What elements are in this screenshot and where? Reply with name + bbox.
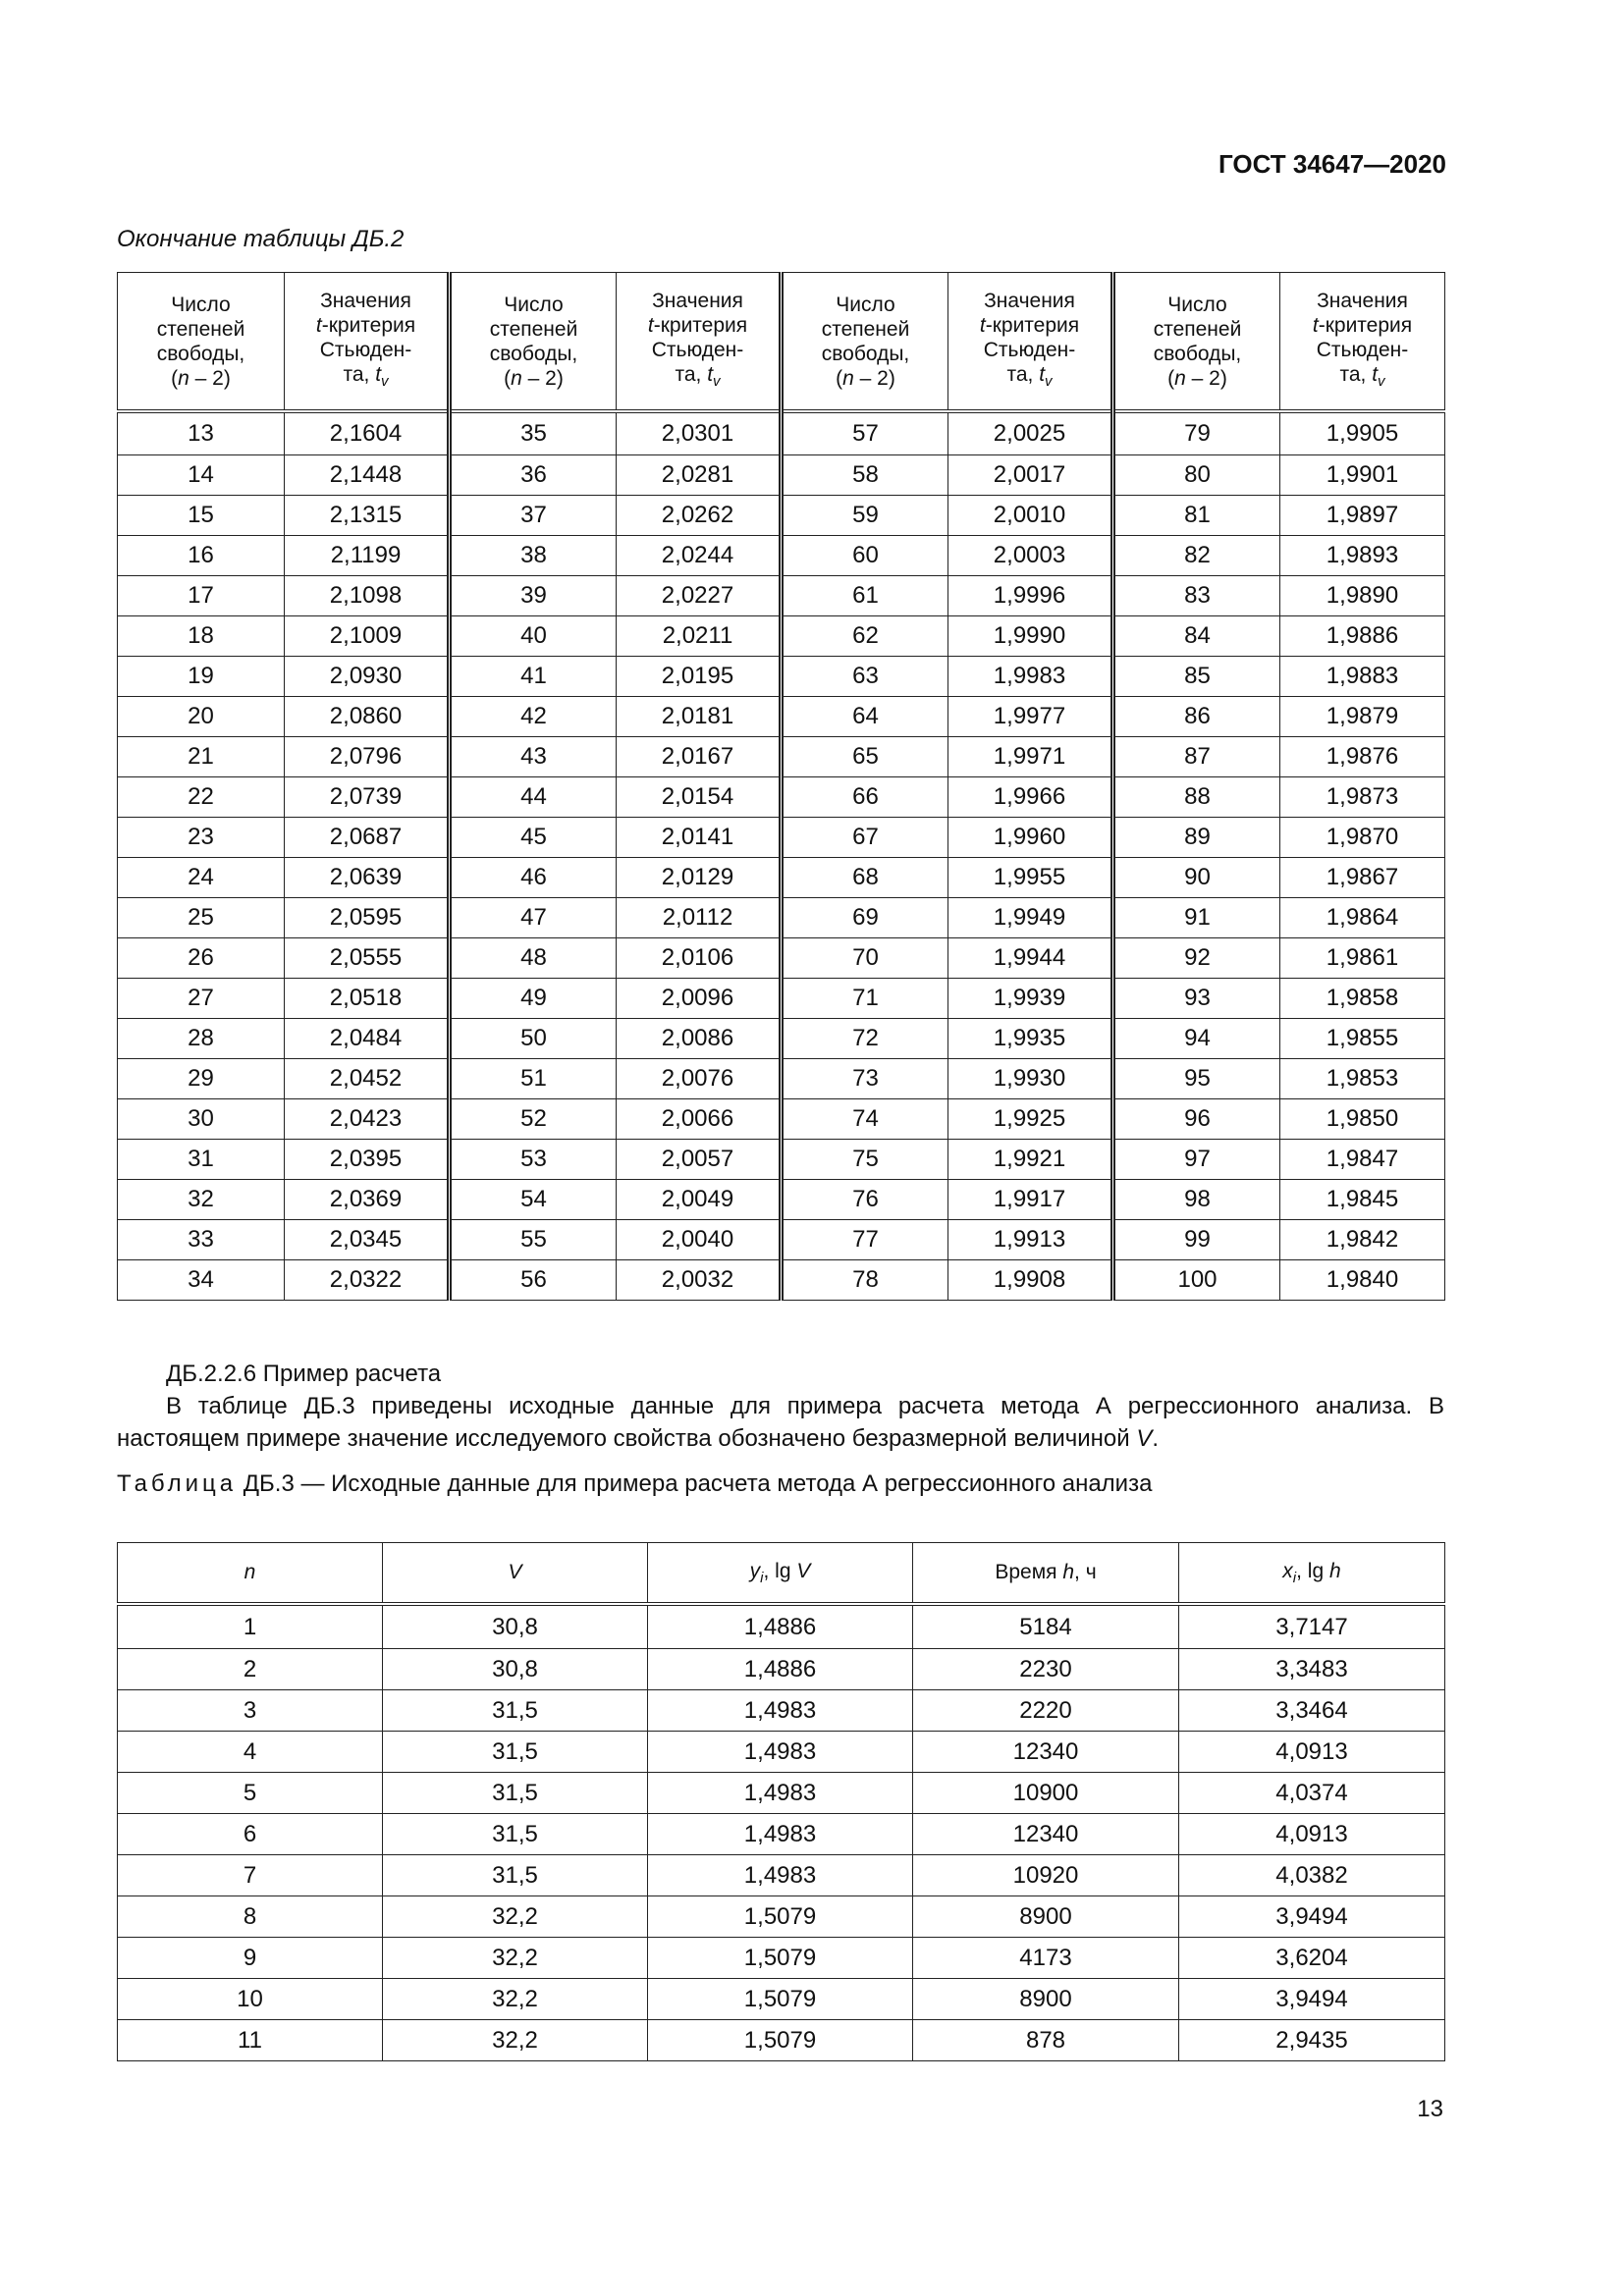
cell-degrees-of-freedom: 36 <box>450 455 617 496</box>
cell-degrees-of-freedom: 54 <box>450 1180 617 1220</box>
cell-degrees-of-freedom: 67 <box>782 818 948 858</box>
table-row <box>118 818 1445 858</box>
cell-y-lgv: 1,4886 <box>648 1604 913 1649</box>
cell-t-value: 1,9996 <box>948 576 1113 616</box>
cell-t-value: 2,0227 <box>617 576 782 616</box>
cell-t-value: 2,0032 <box>617 1260 782 1301</box>
header-x-lgh: $x_i$, lg h <box>1179 1543 1445 1605</box>
cell-degrees-of-freedom: 80 <box>1113 455 1280 496</box>
cell-time: 12340 <box>913 1814 1179 1855</box>
cell-t-value: 1,9847 <box>1280 1140 1445 1180</box>
cell-degrees-of-freedom: 17 <box>118 576 285 616</box>
cell-degrees-of-freedom: 44 <box>450 777 617 818</box>
table-row <box>118 496 1445 536</box>
cell-t-value: 2,0141 <box>617 818 782 858</box>
table-db2-header-row <box>118 273 1445 412</box>
cell-n: 11 <box>118 2020 383 2061</box>
table-db3-caption-label: Таблица <box>117 1470 238 1497</box>
cell-degrees-of-freedom: 20 <box>118 697 285 737</box>
cell-t-value: 2,0860 <box>285 697 450 737</box>
table-row <box>118 536 1445 576</box>
cell-t-value: 1,9939 <box>948 979 1113 1019</box>
table-row <box>118 616 1445 657</box>
cell-y-lgv: 1,4886 <box>648 1649 913 1690</box>
header-student-t-value: Значения t-критерия Стьюден- та, $t_v$ <box>948 273 1113 412</box>
cell-v: 31,5 <box>383 1732 648 1773</box>
cell-degrees-of-freedom: 89 <box>1113 818 1280 858</box>
cell-degrees-of-freedom: 41 <box>450 657 617 697</box>
cell-degrees-of-freedom: 81 <box>1113 496 1280 536</box>
cell-t-value: 2,0452 <box>285 1059 450 1099</box>
cell-degrees-of-freedom: 31 <box>118 1140 285 1180</box>
cell-degrees-of-freedom: 22 <box>118 777 285 818</box>
table-row <box>118 1059 1445 1099</box>
table-row <box>118 979 1445 1019</box>
cell-degrees-of-freedom: 48 <box>450 938 617 979</box>
cell-x-lgh: 4,0913 <box>1179 1814 1445 1855</box>
cell-t-value: 1,9867 <box>1280 858 1445 898</box>
cell-x-lgh: 2,9435 <box>1179 2020 1445 2061</box>
cell-v: 32,2 <box>383 2020 648 2061</box>
table-db2 <box>117 272 1445 1301</box>
cell-degrees-of-freedom: 61 <box>782 576 948 616</box>
paragraph-end: . <box>1152 1425 1160 1452</box>
cell-degrees-of-freedom: 29 <box>118 1059 285 1099</box>
cell-degrees-of-freedom: 73 <box>782 1059 948 1099</box>
cell-degrees-of-freedom: 68 <box>782 858 948 898</box>
cell-t-value: 1,9977 <box>948 697 1113 737</box>
cell-v: 31,5 <box>383 1855 648 1896</box>
cell-t-value: 2,0484 <box>285 1019 450 1059</box>
cell-degrees-of-freedom: 26 <box>118 938 285 979</box>
cell-x-lgh: 4,0374 <box>1179 1773 1445 1814</box>
cell-v: 31,5 <box>383 1690 648 1732</box>
cell-time: 8900 <box>913 1979 1179 2020</box>
cell-n: 10 <box>118 1979 383 2020</box>
header-v: V <box>383 1543 648 1605</box>
table-row <box>118 1604 1445 1649</box>
header-y-lgv: $y_i$, lg V <box>648 1543 913 1605</box>
cell-t-value: 1,9870 <box>1280 818 1445 858</box>
table-row <box>118 858 1445 898</box>
cell-n: 3 <box>118 1690 383 1732</box>
cell-degrees-of-freedom: 94 <box>1113 1019 1280 1059</box>
cell-degrees-of-freedom: 40 <box>450 616 617 657</box>
table-row <box>118 938 1445 979</box>
cell-degrees-of-freedom: 27 <box>118 979 285 1019</box>
cell-degrees-of-freedom: 86 <box>1113 697 1280 737</box>
cell-t-value: 2,0555 <box>285 938 450 979</box>
cell-t-value: 1,9855 <box>1280 1019 1445 1059</box>
cell-y-lgv: 1,5079 <box>648 1979 913 2020</box>
cell-t-value: 2,0262 <box>617 496 782 536</box>
table-db3-caption-text: ДБ.3 — Исходные данные для примера расчета метода А регрессионного анализа <box>237 1470 1153 1497</box>
section-paragraph <box>117 1390 1444 1455</box>
cell-degrees-of-freedom: 21 <box>118 737 285 777</box>
header-degrees-of-freedom: Число степеней свободы, (n – 2) <box>782 273 948 412</box>
cell-v: 32,2 <box>383 1979 648 2020</box>
cell-degrees-of-freedom: 90 <box>1113 858 1280 898</box>
cell-degrees-of-freedom: 64 <box>782 697 948 737</box>
cell-degrees-of-freedom: 56 <box>450 1260 617 1301</box>
cell-t-value: 2,0129 <box>617 858 782 898</box>
cell-t-value: 2,0049 <box>617 1180 782 1220</box>
table-row <box>118 455 1445 496</box>
cell-t-value: 2,0301 <box>617 411 782 455</box>
cell-degrees-of-freedom: 33 <box>118 1220 285 1260</box>
cell-degrees-of-freedom: 65 <box>782 737 948 777</box>
header-time: Время h, ч <box>913 1543 1179 1605</box>
cell-degrees-of-freedom: 55 <box>450 1220 617 1260</box>
cell-x-lgh: 4,0913 <box>1179 1732 1445 1773</box>
cell-degrees-of-freedom: 99 <box>1113 1220 1280 1260</box>
cell-time: 8900 <box>913 1896 1179 1938</box>
cell-t-value: 2,1199 <box>285 536 450 576</box>
cell-degrees-of-freedom: 97 <box>1113 1140 1280 1180</box>
table-row <box>118 1180 1445 1220</box>
cell-t-value: 2,1098 <box>285 576 450 616</box>
cell-t-value: 2,0322 <box>285 1260 450 1301</box>
table-row <box>118 1814 1445 1855</box>
cell-t-value: 1,9935 <box>948 1019 1113 1059</box>
cell-x-lgh: 3,6204 <box>1179 1938 1445 1979</box>
cell-degrees-of-freedom: 38 <box>450 536 617 576</box>
cell-degrees-of-freedom: 15 <box>118 496 285 536</box>
cell-t-value: 2,0369 <box>285 1180 450 1220</box>
cell-degrees-of-freedom: 62 <box>782 616 948 657</box>
cell-degrees-of-freedom: 92 <box>1113 938 1280 979</box>
cell-n: 4 <box>118 1732 383 1773</box>
cell-degrees-of-freedom: 28 <box>118 1019 285 1059</box>
cell-degrees-of-freedom: 13 <box>118 411 285 455</box>
paragraph-text: В таблице ДБ.3 приведены исходные данные для примера расчета метода А регрессионного анализа. В настоящем примере значение исследуемого свойства обозначено безразмерной величиной <box>117 1393 1444 1452</box>
cell-t-value: 1,9917 <box>948 1180 1113 1220</box>
header-student-t-value: Значения t-критерия Стьюден- та, $t_v$ <box>285 273 450 412</box>
cell-t-value: 2,0076 <box>617 1059 782 1099</box>
cell-t-value: 2,0112 <box>617 898 782 938</box>
table-db3-header-row <box>118 1543 1445 1605</box>
cell-x-lgh: 3,9494 <box>1179 1979 1445 2020</box>
table-db3-caption <box>117 1470 1152 1498</box>
cell-degrees-of-freedom: 91 <box>1113 898 1280 938</box>
cell-degrees-of-freedom: 71 <box>782 979 948 1019</box>
cell-t-value: 2,0106 <box>617 938 782 979</box>
cell-y-lgv: 1,4983 <box>648 1732 913 1773</box>
cell-n: 8 <box>118 1896 383 1938</box>
cell-degrees-of-freedom: 69 <box>782 898 948 938</box>
cell-degrees-of-freedom: 42 <box>450 697 617 737</box>
cell-time: 2230 <box>913 1649 1179 1690</box>
cell-degrees-of-freedom: 37 <box>450 496 617 536</box>
cell-t-value: 1,9949 <box>948 898 1113 938</box>
table-row <box>118 657 1445 697</box>
cell-degrees-of-freedom: 98 <box>1113 1180 1280 1220</box>
cell-degrees-of-freedom: 75 <box>782 1140 948 1180</box>
cell-degrees-of-freedom: 93 <box>1113 979 1280 1019</box>
table-row <box>118 1732 1445 1773</box>
cell-degrees-of-freedom: 60 <box>782 536 948 576</box>
cell-degrees-of-freedom: 16 <box>118 536 285 576</box>
table-row <box>118 1773 1445 1814</box>
cell-v: 30,8 <box>383 1604 648 1649</box>
table-row <box>118 1649 1445 1690</box>
cell-n: 7 <box>118 1855 383 1896</box>
cell-v: 32,2 <box>383 1938 648 1979</box>
cell-t-value: 1,9861 <box>1280 938 1445 979</box>
cell-degrees-of-freedom: 72 <box>782 1019 948 1059</box>
cell-t-value: 1,9845 <box>1280 1180 1445 1220</box>
cell-t-value: 2,0345 <box>285 1220 450 1260</box>
cell-t-value: 2,0167 <box>617 737 782 777</box>
cell-t-value: 1,9905 <box>1280 411 1445 455</box>
cell-degrees-of-freedom: 58 <box>782 455 948 496</box>
cell-degrees-of-freedom: 66 <box>782 777 948 818</box>
cell-degrees-of-freedom: 95 <box>1113 1059 1280 1099</box>
table-row <box>118 898 1445 938</box>
table-row <box>118 1855 1445 1896</box>
cell-degrees-of-freedom: 77 <box>782 1220 948 1260</box>
cell-n: 1 <box>118 1604 383 1649</box>
cell-t-value: 2,0025 <box>948 411 1113 455</box>
cell-t-value: 2,1448 <box>285 455 450 496</box>
table-row <box>118 1019 1445 1059</box>
cell-t-value: 1,9930 <box>948 1059 1113 1099</box>
cell-degrees-of-freedom: 18 <box>118 616 285 657</box>
cell-t-value: 1,9960 <box>948 818 1113 858</box>
cell-degrees-of-freedom: 50 <box>450 1019 617 1059</box>
standard-code: ГОСТ 34647—2020 <box>1218 149 1446 179</box>
cell-t-value: 2,0930 <box>285 657 450 697</box>
cell-degrees-of-freedom: 47 <box>450 898 617 938</box>
page-number: 13 <box>1417 2096 1443 2122</box>
paragraph-variable: V <box>1136 1425 1153 1452</box>
cell-degrees-of-freedom: 43 <box>450 737 617 777</box>
cell-time: 2220 <box>913 1690 1179 1732</box>
cell-degrees-of-freedom: 46 <box>450 858 617 898</box>
cell-degrees-of-freedom: 23 <box>118 818 285 858</box>
cell-degrees-of-freedom: 76 <box>782 1180 948 1220</box>
cell-t-value: 1,9908 <box>948 1260 1113 1301</box>
cell-degrees-of-freedom: 32 <box>118 1180 285 1220</box>
cell-degrees-of-freedom: 30 <box>118 1099 285 1140</box>
table-row <box>118 1979 1445 2020</box>
header-degrees-of-freedom: Число степеней свободы, (n – 2) <box>118 273 285 412</box>
table-row <box>118 1896 1445 1938</box>
cell-t-value: 1,9879 <box>1280 697 1445 737</box>
table-row <box>118 1220 1445 1260</box>
table-row <box>118 737 1445 777</box>
cell-degrees-of-freedom: 78 <box>782 1260 948 1301</box>
cell-t-value: 2,0211 <box>617 616 782 657</box>
cell-x-lgh: 3,9494 <box>1179 1896 1445 1938</box>
cell-time: 12340 <box>913 1732 1179 1773</box>
cell-t-value: 2,0010 <box>948 496 1113 536</box>
cell-degrees-of-freedom: 57 <box>782 411 948 455</box>
cell-t-value: 1,9873 <box>1280 777 1445 818</box>
cell-t-value: 2,0066 <box>617 1099 782 1140</box>
cell-v: 32,2 <box>383 1896 648 1938</box>
cell-degrees-of-freedom: 79 <box>1113 411 1280 455</box>
cell-v: 31,5 <box>383 1773 648 1814</box>
cell-t-value: 1,9990 <box>948 616 1113 657</box>
table-db3 <box>117 1542 1445 2061</box>
cell-y-lgv: 1,5079 <box>648 2020 913 2061</box>
cell-t-value: 1,9955 <box>948 858 1113 898</box>
cell-time: 10900 <box>913 1773 1179 1814</box>
cell-y-lgv: 1,4983 <box>648 1690 913 1732</box>
header-degrees-of-freedom: Число степеней свободы, (n – 2) <box>1113 273 1280 412</box>
table-row <box>118 1690 1445 1732</box>
cell-t-value: 2,0154 <box>617 777 782 818</box>
cell-degrees-of-freedom: 14 <box>118 455 285 496</box>
cell-t-value: 1,9901 <box>1280 455 1445 496</box>
cell-x-lgh: 3,7147 <box>1179 1604 1445 1649</box>
cell-degrees-of-freedom: 52 <box>450 1099 617 1140</box>
cell-degrees-of-freedom: 25 <box>118 898 285 938</box>
cell-t-value: 1,9897 <box>1280 496 1445 536</box>
cell-t-value: 1,9966 <box>948 777 1113 818</box>
table-row <box>118 576 1445 616</box>
cell-t-value: 2,0796 <box>285 737 450 777</box>
cell-t-value: 1,9890 <box>1280 576 1445 616</box>
cell-t-value: 2,0423 <box>285 1099 450 1140</box>
cell-degrees-of-freedom: 35 <box>450 411 617 455</box>
cell-t-value: 2,0017 <box>948 455 1113 496</box>
cell-y-lgv: 1,5079 <box>648 1938 913 1979</box>
table-row <box>118 411 1445 455</box>
cell-t-value: 2,0687 <box>285 818 450 858</box>
cell-x-lgh: 3,3464 <box>1179 1690 1445 1732</box>
cell-degrees-of-freedom: 49 <box>450 979 617 1019</box>
cell-degrees-of-freedom: 24 <box>118 858 285 898</box>
cell-y-lgv: 1,4983 <box>648 1855 913 1896</box>
table-row <box>118 777 1445 818</box>
cell-degrees-of-freedom: 74 <box>782 1099 948 1140</box>
cell-t-value: 2,1009 <box>285 616 450 657</box>
cell-t-value: 2,0739 <box>285 777 450 818</box>
cell-x-lgh: 4,0382 <box>1179 1855 1445 1896</box>
cell-time: 4173 <box>913 1938 1179 1979</box>
table-row <box>118 697 1445 737</box>
cell-t-value: 2,0195 <box>617 657 782 697</box>
header-student-t-value: Значения t-критерия Стьюден- та, $t_v$ <box>1280 273 1445 412</box>
cell-t-value: 1,9883 <box>1280 657 1445 697</box>
cell-n: 6 <box>118 1814 383 1855</box>
cell-t-value: 2,0086 <box>617 1019 782 1059</box>
cell-t-value: 2,0244 <box>617 536 782 576</box>
cell-t-value: 1,9893 <box>1280 536 1445 576</box>
cell-t-value: 2,0057 <box>617 1140 782 1180</box>
table-row <box>118 1099 1445 1140</box>
cell-degrees-of-freedom: 59 <box>782 496 948 536</box>
cell-t-value: 1,9983 <box>948 657 1113 697</box>
cell-t-value: 1,9886 <box>1280 616 1445 657</box>
cell-v: 30,8 <box>383 1649 648 1690</box>
cell-degrees-of-freedom: 83 <box>1113 576 1280 616</box>
cell-y-lgv: 1,4983 <box>648 1814 913 1855</box>
cell-t-value: 2,0595 <box>285 898 450 938</box>
cell-degrees-of-freedom: 45 <box>450 818 617 858</box>
cell-t-value: 1,9921 <box>948 1140 1113 1180</box>
cell-time: 5184 <box>913 1604 1179 1649</box>
cell-v: 31,5 <box>383 1814 648 1855</box>
cell-degrees-of-freedom: 19 <box>118 657 285 697</box>
cell-degrees-of-freedom: 34 <box>118 1260 285 1301</box>
cell-degrees-of-freedom: 82 <box>1113 536 1280 576</box>
cell-t-value: 2,0281 <box>617 455 782 496</box>
cell-t-value: 2,0181 <box>617 697 782 737</box>
cell-t-value: 2,0003 <box>948 536 1113 576</box>
cell-degrees-of-freedom: 84 <box>1113 616 1280 657</box>
cell-t-value: 1,9853 <box>1280 1059 1445 1099</box>
cell-time: 878 <box>913 2020 1179 2061</box>
cell-y-lgv: 1,5079 <box>648 1896 913 1938</box>
table-row <box>118 2020 1445 2061</box>
cell-t-value: 2,1604 <box>285 411 450 455</box>
table-db2-caption: Окончание таблицы ДБ.2 <box>117 226 405 252</box>
cell-degrees-of-freedom: 63 <box>782 657 948 697</box>
cell-degrees-of-freedom: 87 <box>1113 737 1280 777</box>
cell-t-value: 1,9858 <box>1280 979 1445 1019</box>
cell-t-value: 1,9850 <box>1280 1099 1445 1140</box>
cell-degrees-of-freedom: 88 <box>1113 777 1280 818</box>
cell-t-value: 2,0639 <box>285 858 450 898</box>
header-n: n <box>118 1543 383 1605</box>
cell-t-value: 1,9876 <box>1280 737 1445 777</box>
cell-degrees-of-freedom: 51 <box>450 1059 617 1099</box>
cell-degrees-of-freedom: 70 <box>782 938 948 979</box>
cell-t-value: 2,0518 <box>285 979 450 1019</box>
cell-degrees-of-freedom: 39 <box>450 576 617 616</box>
cell-t-value: 1,9842 <box>1280 1220 1445 1260</box>
cell-t-value: 1,9925 <box>948 1099 1113 1140</box>
cell-t-value: 2,0395 <box>285 1140 450 1180</box>
cell-t-value: 1,9864 <box>1280 898 1445 938</box>
header-student-t-value: Значения t-критерия Стьюден- та, $t_v$ <box>617 273 782 412</box>
cell-y-lgv: 1,4983 <box>648 1773 913 1814</box>
cell-t-value: 1,9913 <box>948 1220 1113 1260</box>
table-row <box>118 1140 1445 1180</box>
table-row <box>118 1938 1445 1979</box>
cell-n: 2 <box>118 1649 383 1690</box>
cell-time: 10920 <box>913 1855 1179 1896</box>
cell-t-value: 2,0096 <box>617 979 782 1019</box>
cell-t-value: 2,1315 <box>285 496 450 536</box>
section-heading: ДБ.2.2.6 Пример расчета <box>166 1361 442 1387</box>
cell-degrees-of-freedom: 85 <box>1113 657 1280 697</box>
cell-t-value: 1,9840 <box>1280 1260 1445 1301</box>
table-row <box>118 1260 1445 1301</box>
cell-t-value: 1,9944 <box>948 938 1113 979</box>
cell-degrees-of-freedom: 53 <box>450 1140 617 1180</box>
cell-n: 9 <box>118 1938 383 1979</box>
cell-t-value: 2,0040 <box>617 1220 782 1260</box>
cell-x-lgh: 3,3483 <box>1179 1649 1445 1690</box>
cell-degrees-of-freedom: 96 <box>1113 1099 1280 1140</box>
cell-t-value: 1,9971 <box>948 737 1113 777</box>
cell-degrees-of-freedom: 100 <box>1113 1260 1280 1301</box>
header-degrees-of-freedom: Число степеней свободы, (n – 2) <box>450 273 617 412</box>
cell-n: 5 <box>118 1773 383 1814</box>
